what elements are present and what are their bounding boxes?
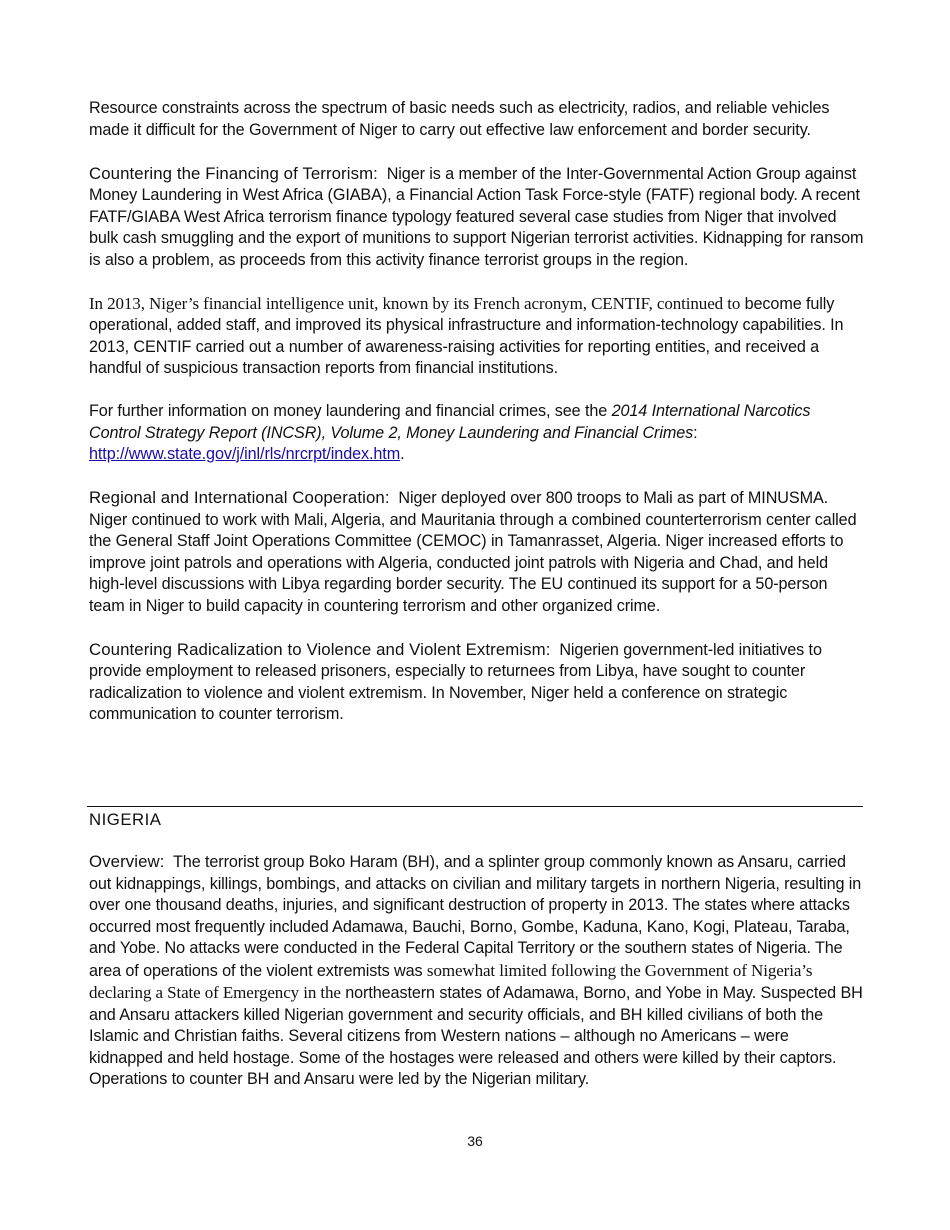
cft-heading: Countering the Financing of Terrorism: bbox=[89, 163, 378, 183]
incsr-link[interactable]: http://www.state.gov/j/inl/rls/nrcrpt/index.htm bbox=[89, 445, 401, 463]
resource-constraints-paragraph bbox=[89, 98, 865, 141]
further-info-paragraph bbox=[89, 401, 865, 466]
centif-paragraph bbox=[89, 293, 865, 380]
further-period: . bbox=[400, 445, 405, 463]
radicalization-body: Nigerien government-led initiatives to provide employment to released prisoners, especially to returnees from Libya, have sought to counter radicalization to violence and violent extremism. In November, Niger held a conference on strategic communication to counter terrorism. bbox=[89, 640, 822, 723]
overview-heading: Overview: bbox=[89, 852, 165, 871]
overview-part2: northeastern states of Adamawa, Borno, and Yobe in May. Suspected BH and Ansaru attackers killed Nigerian government and security officials, and BH killed civilians of both the Islamic and Christian faiths. Several citizens from Western nations – although no Americans – were kidnapped and held hostage. Some of the hostages were released and others were killed by their captors. Operations to counter BH and Ansaru were led by the Nigerian military. bbox=[89, 984, 863, 1088]
cooperation-body: Niger deployed over 800 troops to Mali as part of MINUSMA. Niger continued to work with Mali, Algeria, and Mauritania through a combined counterterrorism center called the General Staff Joint Operations Committee (CEMOC) in Tamanrasset, Algeria. Niger increased efforts to improve joint patrols and operations with Algeria, conducted joint patrols with Nigeria and Chad, and held high-level discussions with Libya regarding border security. The EU continued its support for a 50-person team in Niger to build capacity in countering terrorism and other organized crime. bbox=[89, 489, 857, 615]
incsr-title: 2014 International Narcotics Control Strategy Report (INCSR), Volume 2, Money Laundering and Financial Crimes bbox=[89, 402, 811, 442]
radicalization-paragraph bbox=[89, 639, 865, 726]
cft-body: Niger is a member of the Inter-Governmental Action Group against Money Laundering in West Africa (GIABA), a Financial Action Task Force-style (FATF) regional body. A recent FATF/GIABA West Africa terrorism finance typology featured several case studies from Niger that involved bulk cash smuggling and the export of munitions to support Nigerian terrorist activities. Kidnapping for ransom is also a problem, as proceeds from this activity finance terrorist groups in the region. bbox=[89, 164, 864, 269]
page-number: 36 bbox=[467, 1133, 483, 1149]
overview-paragraph bbox=[89, 851, 865, 1091]
centif-serif-text: In 2013, Niger’s financial intelligence unit, known by its French acronym, CENTIF, continued to bbox=[89, 293, 741, 313]
further-colon: : bbox=[693, 423, 698, 442]
overview-part1: The terrorist group Boko Haram (BH), and a splinter group commonly known as Ansaru, carried out kidnappings, killings, bombings, and attacks on civilian and military targets in northern Nigeria, resulting in over one thousand deaths, injuries, and significant destruction of property in 2013. The states where attacks occurred most frequently included Adamawa, Bauchi, Borno, Gombe, Kaduna, Kano, Kogi, Plateau, Taraba, and Yobe. No attacks were conducted in the Federal Capital Territory or the southern states of Nigeria. The area of operations of the violent extremists was bbox=[89, 853, 862, 980]
section-title-nigeria: NIGERIA bbox=[89, 810, 162, 829]
cooperation-heading: Regional and International Cooperation: bbox=[89, 488, 390, 507]
further-prefix: For further information on money laundering and financial crimes, see the bbox=[89, 402, 612, 420]
nigeria-overview bbox=[89, 851, 865, 1091]
overview-serif-part: somewhat limited following the Government of Nigeria’s declaring a State of Emergency in the bbox=[89, 960, 813, 1002]
cft-paragraph bbox=[89, 163, 865, 272]
radicalization-heading: Countering Radicalization to Violence and Violent Extremism: bbox=[89, 639, 551, 659]
centif-rest-text: become fully operational, added staff, and improved its physical infrastructure and information-technology capabilities. In 2013, CENTIF carried out a number of awareness-raising activities for reporting entities, and received a handful of suspicious transaction reports from financial institutions. bbox=[89, 294, 844, 377]
resource-text: Resource constraints across the spectrum of basic needs such as electricity, radios, and reliable vehicles made it difficult for the Government of Niger to carry out effective law enforcement and border security. bbox=[89, 99, 830, 139]
cooperation-paragraph bbox=[89, 487, 865, 617]
page-body bbox=[89, 98, 865, 747]
section-divider bbox=[87, 806, 863, 807]
